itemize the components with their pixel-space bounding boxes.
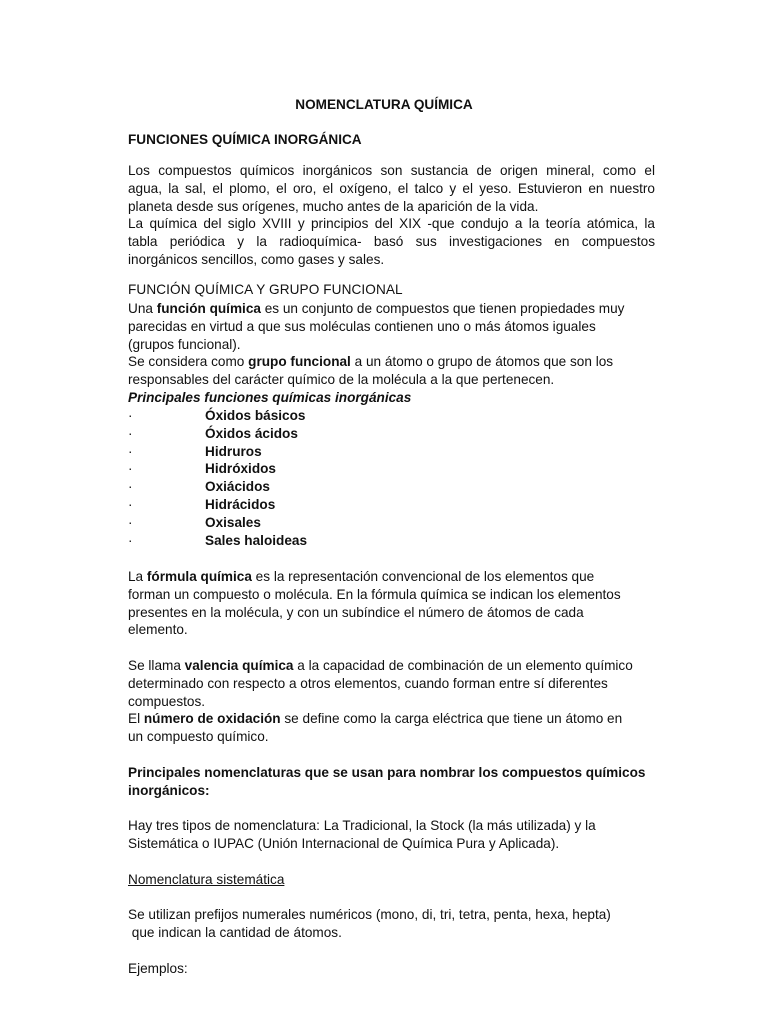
text-line: elemento. [128, 622, 188, 638]
list-item-label: Hidrácidos [205, 496, 276, 512]
underlined-heading: Nomenclatura sistemática [128, 872, 285, 887]
text: se define como la carga eléctrica que tiene un átomo en [280, 711, 623, 727]
term-grupo-funcional: grupo funcional [248, 354, 351, 370]
bullet-icon: · [128, 425, 133, 441]
page-title: NOMENCLATURA QUÍMICA [295, 97, 473, 112]
text-line: compuestos. [128, 693, 206, 709]
text-line: que indican la cantidad de átomos. [128, 924, 342, 940]
text-line: parecidas en virtud a que sus moléculas contienen uno o más átomos iguales [128, 318, 596, 334]
list-item [128, 496, 655, 514]
term-funcion-quimica: función química [156, 301, 261, 316]
list-item-label: Óxidos ácidos [205, 425, 298, 441]
paragraph-chemical-function [128, 300, 655, 407]
paragraph-inorganic-compounds [128, 162, 655, 269]
list-item-label: Oxiácidos [205, 479, 270, 495]
term-valencia-quimica: valencia química [184, 658, 294, 673]
section-heading-systematic [128, 871, 655, 889]
bullet-icon: · [128, 461, 133, 477]
text-line: Sistemática o IUPAC (Unión Internacional de Química Pura y Aplicada). [128, 835, 560, 851]
text-line [128, 657, 655, 675]
text-line: Se utilizan prefijos numerales numéricos (mono, di, tri, tetra, penta, hexa, hepta) [128, 907, 611, 922]
bullet-icon: · [128, 408, 133, 423]
term-numero-oxidacion: número de oxidación [143, 711, 281, 727]
functions-list [128, 407, 655, 549]
paragraph-main-nomenclatures [128, 764, 655, 800]
text-line: inorgánicos: [128, 782, 210, 798]
text-line [128, 710, 655, 728]
text-line: presentes en la molécula, y con un subíndice el número de átomos de cada [128, 604, 584, 620]
text: La [128, 569, 147, 584]
text: es la representación convencional de los elementos que [251, 569, 595, 584]
paragraph-prefixes [128, 906, 655, 942]
list-item [128, 407, 655, 425]
list-item-label: Oxisales [205, 514, 261, 530]
text: Una [128, 301, 157, 316]
list-item [128, 443, 655, 461]
text-line: forman un compuesto o molécula. En la fórmula química se indican los elementos [128, 586, 621, 602]
term-formula-quimica: fórmula química [146, 569, 252, 584]
text-line: tabla periódica y la radioquímica- basó sus investigaciones en compuestos [128, 234, 655, 250]
list-item [128, 478, 655, 496]
text-line: La química del siglo XVIII y principios del XIX -que condujo a la teoría atómica, la [128, 216, 655, 232]
text-line: (grupos funcional). [128, 336, 241, 352]
text: a la capacidad de combinación de un elemento químico [293, 658, 633, 673]
bullet-icon: · [128, 443, 133, 459]
section-heading-functional-group: FUNCIÓN QUÍMICA Y GRUPO FUNCIONAL [128, 282, 403, 297]
list-item-label: Hidróxidos [205, 461, 276, 477]
text-line: agua, la sal, el plomo, el oro, el oxígeno, el talco y el yeso. Estuvieron en nuestro [128, 180, 655, 196]
text-line: un compuesto químico. [128, 729, 269, 745]
paragraph-chemical-formula [128, 568, 655, 639]
text-line [128, 353, 655, 371]
text: a un átomo o grupo de átomos que son los [350, 354, 614, 370]
text-line: determinado con respecto a otros elementos, cuando forman entre sí diferentes [128, 675, 608, 691]
section-heading-inorganic-functions: FUNCIONES QUÍMICA INORGÁNICA [128, 132, 362, 147]
bullet-icon: · [128, 496, 133, 512]
bullet-icon: · [128, 532, 133, 548]
text: Se considera como [128, 354, 249, 370]
list-item-label: Óxidos básicos [205, 408, 306, 423]
bullet-icon: · [128, 479, 133, 495]
bullet-icon: · [128, 514, 133, 530]
list-item [128, 514, 655, 532]
list-item-label: Sales haloideas [205, 532, 308, 548]
list-item [128, 460, 655, 478]
paragraph-valence [128, 657, 655, 746]
text: es un conjunto de compuestos que tienen propiedades muy [260, 301, 625, 316]
text-line: inorgánicos sencillos, como gases y sales. [128, 251, 385, 267]
text-line: responsables del carácter químico de la molécula a la que pertenecen. [128, 372, 555, 388]
text-line [128, 568, 655, 586]
text: Se llama [128, 658, 185, 673]
text-line: Hay tres tipos de nomenclatura: La Tradicional, la Stock (la más utilizada) y la [128, 818, 596, 833]
list-heading: Principales funciones químicas inorgánicas [128, 389, 412, 405]
text-line [128, 300, 655, 318]
examples-label: Ejemplos: [128, 961, 188, 976]
list-item-label: Hidruros [205, 443, 262, 459]
text-line: Los compuestos químicos inorgánicos son sustancia de origen mineral, como el [128, 163, 655, 178]
list-item [128, 532, 655, 550]
text-line: planeta desde sus orígenes, mucho antes de la aparición de la vida. [128, 198, 539, 214]
list-item [128, 425, 655, 443]
paragraph-nomenclature-types [128, 817, 655, 853]
text: El [128, 711, 144, 727]
text-line: Principales nomenclaturas que se usan para nombrar los compuestos químicos [128, 765, 646, 780]
